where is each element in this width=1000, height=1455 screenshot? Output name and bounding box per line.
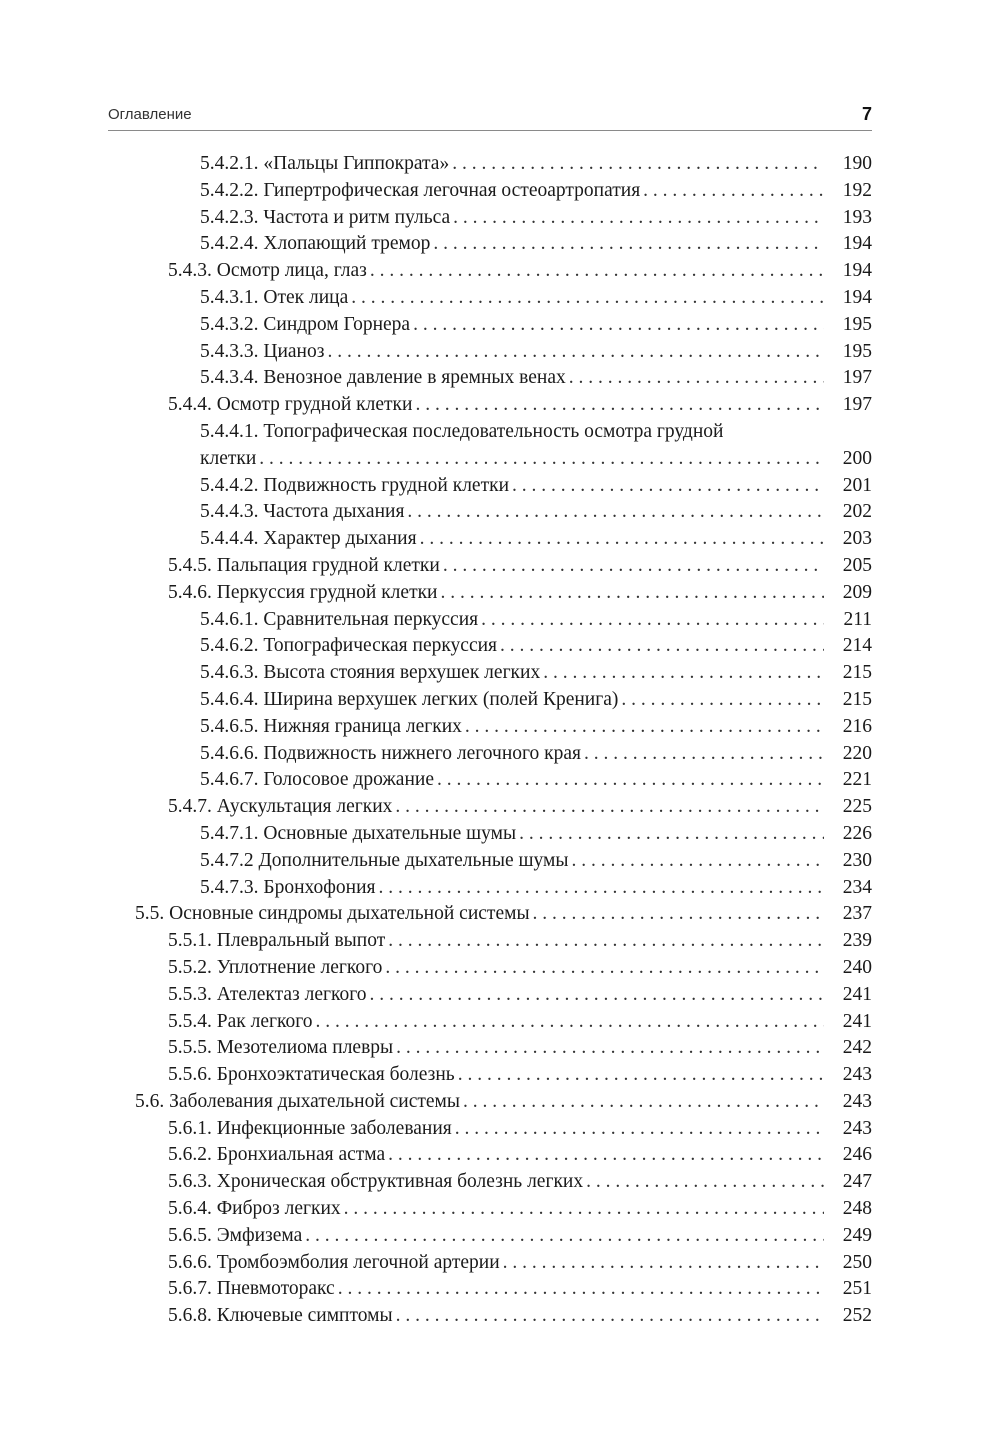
toc-entry-title: 5.4.2.1. «Пальцы Гиппократа» [200,153,450,174]
toc-entry-title: 5.4.6.2. Топографическая перкуссия [200,635,498,657]
dot-leader [388,928,824,955]
dot-leader [338,1276,824,1303]
toc-entry [0,1196,872,1223]
toc-entry-page: 240 [842,956,872,978]
dot-leader [512,473,824,500]
page-number: 7 [861,104,872,124]
dot-leader [351,285,824,312]
dot-leader [443,553,824,580]
toc-entry [0,982,872,1009]
toc-entry-page: 248 [842,1198,872,1220]
toc-entry-page: 241 [842,983,872,1005]
dot-leader [407,499,824,526]
toc-entry [0,875,872,902]
dot-leader [344,1196,824,1223]
dot-leader [503,1250,824,1277]
toc-entry-title: 5.6.6. Тромбоэмболия легочной артерии [168,1251,500,1273]
toc-entry-page: 201 [842,474,872,496]
toc-entry [0,499,872,526]
toc-entry-page: 246 [842,1144,872,1166]
toc-entry-title: 5.4.2.3. Частота и ритм пульса [200,206,451,228]
toc-entry [0,151,872,178]
toc-entry-page: 243 [842,1117,872,1139]
dot-leader [370,258,824,285]
toc-entry [0,1303,872,1330]
toc-entry [0,633,872,660]
toc-entry [0,231,872,258]
toc-entry-page: 190 [842,153,872,174]
toc-entry-title: 5.6. Заболевания дыхательной системы [135,1090,460,1112]
dot-leader [519,821,824,848]
toc-entry-title: 5.6.5. Эмфизема [168,1224,303,1246]
dot-leader [463,1089,824,1116]
toc-entry-page: 194 [842,286,872,308]
toc-entry-title: 5.4.6.5. Нижняя граница легких [200,715,462,737]
dot-leader [315,1009,824,1036]
toc-entry [0,580,872,607]
toc-entry [0,258,872,285]
dot-leader [395,794,824,821]
toc-entry-title: 5.4.6.7. Голосовое дрожание [200,769,434,791]
toc-entry [0,741,872,768]
toc-entry-title: 5.4.6.6. Подвижность нижнего легочного края [200,742,581,764]
toc-entry [0,1116,872,1143]
toc-entry [0,1089,872,1116]
header-title: Оглавление [108,106,192,123]
toc-entry [0,446,872,473]
toc-entry [0,955,872,982]
toc-entry [0,178,872,205]
toc-entry-page: 216 [842,715,872,737]
toc-entry-title: 5.6.4. Фиброз легких [168,1198,341,1220]
toc-entry-page: 241 [842,1010,872,1032]
toc-entry-page: 225 [842,796,872,818]
toc-entry-title: 5.6.8. Ключевые симптомы [168,1305,393,1327]
dot-leader [385,955,824,982]
dot-leader [388,1142,824,1169]
dot-leader [437,767,824,794]
toc-entry-title: 5.4.6.1. Сравнительная перкуссия [200,608,479,630]
toc-entry-title: 5.4.4.3. Частота дыхания [200,501,405,523]
toc-entry [0,848,872,875]
toc-entry [0,928,872,955]
toc-entry-page: 195 [842,313,872,335]
toc-entry-page: 237 [842,903,872,925]
dot-leader [433,231,824,258]
dot-leader [441,580,825,607]
toc-entry-page: 234 [842,876,872,898]
toc-entry-page: 243 [842,1064,872,1086]
toc-entry-page: 197 [842,367,872,389]
toc-entry [0,687,872,714]
dot-leader [396,1035,824,1062]
toc-entry [0,553,872,580]
toc-entry-page: 211 [843,608,872,630]
toc-entry-page: 252 [842,1305,872,1327]
toc-entry-page: 203 [842,528,872,550]
toc-entry-page: 209 [842,581,872,603]
toc-entry-title: 5.5.3. Ателектаз легкого [168,983,367,1005]
toc-entry-page: 215 [842,662,872,684]
toc-entry-title: 5.4.5. Пальпация грудной клетки [168,554,440,576]
toc-entry-title: 5.5.2. Уплотнение легкого [168,956,383,978]
toc-entry-title: 5.6.2. Бронхиальная астма [168,1144,386,1166]
toc-entry [0,365,872,392]
dot-leader [465,714,824,741]
dot-leader [621,687,824,714]
dot-leader [643,178,824,205]
toc-entry [0,1276,872,1303]
dot-leader [396,1303,824,1330]
toc-entry-title: 5.6.3. Хроническая обструктивная болезнь легких [168,1171,584,1193]
dot-leader [420,526,824,553]
toc-entry-title: 5.4.3.1. Отек лица [200,286,349,308]
toc-entry-page: 221 [842,769,872,791]
dot-leader [415,392,824,419]
dot-leader [533,901,824,928]
dot-leader [413,312,824,339]
toc-entry-title: 5.4.4.4. Характер дыхания [200,528,417,550]
toc-entry-page: 250 [842,1251,872,1273]
toc-entry [0,473,872,500]
toc-entry-page: 197 [842,394,872,416]
toc-entry-title: 5.5.6. Бронхоэктатическая болезнь [168,1064,455,1086]
toc-entry-page: 243 [842,1090,872,1112]
toc-entry [0,1009,872,1036]
dot-leader [481,607,824,634]
toc-entry-page: 230 [842,849,872,871]
dot-leader [571,848,824,875]
dot-leader [370,982,824,1009]
toc-entry-title: 5.4.7. Аускультация легких [168,796,393,818]
toc-entry-page: 195 [842,340,872,362]
toc-entry-title: 5.4.2.4. Хлопающий тремор [200,233,431,255]
toc-entry [0,821,872,848]
dot-leader [453,205,824,232]
toc-entry [0,392,872,419]
toc-entry-title: 5.5.1. Плевральный выпот [168,930,386,952]
toc-entry-title: 5.4.7.1. Основные дыхательные шумы [200,822,517,844]
toc-entry-title: 5.4.4.2. Подвижность грудной клетки [200,474,510,496]
toc-entry-title: 5.4.7.2 Дополнительные дыхательные шумы [200,849,569,871]
toc-entry [0,285,872,312]
toc-entry [0,1223,872,1250]
toc-entry-page: 202 [842,501,872,523]
toc-entry-title: 5.5.5. Мезотелиома плевры [168,1037,394,1059]
toc-entry [0,312,872,339]
toc-entry-page: 193 [842,206,872,228]
dot-leader [452,151,824,178]
toc-entry [0,794,872,821]
table-of-contents [0,151,1000,1330]
toc-entry-page: 200 [842,447,872,469]
toc-entry-page: 220 [842,742,872,764]
toc-entry [0,339,872,366]
dot-leader [500,633,824,660]
toc-entry-page: 239 [842,930,872,952]
toc-entry-title: 5.4.3.3. Цианоз [200,340,325,362]
toc-entry-title: 5.4.3. Осмотр лица, глаз [168,260,367,282]
toc-entry-title: клетки [200,447,257,469]
toc-entry-page: 194 [842,233,872,255]
toc-entry [0,205,872,232]
toc-entry-title: 5.5. Основные синдромы дыхательной системы [135,903,530,925]
dot-leader [584,741,824,768]
toc-entry-title: 5.4.3.2. Синдром Горнера [200,313,411,335]
toc-entry-page: 194 [842,260,872,282]
toc-entry-title: 5.4.6.4. Ширина верхушек легких (полей Кренига) [200,688,619,710]
toc-entry [0,660,872,687]
toc-entry [0,526,872,553]
toc-entry-page: 242 [842,1037,872,1059]
toc-entry-page: 215 [842,688,872,710]
toc-entry-page: 205 [842,554,872,576]
toc-entry [0,1062,872,1089]
toc-entry [0,607,872,634]
toc-entry-title: 5.6.1. Инфекционные заболевания [168,1117,452,1139]
toc-entry-title: 5.4.2.2. Гипертрофическая легочная остеоартропатия [200,179,641,201]
dot-leader [569,365,824,392]
toc-entry-page: 214 [842,635,872,657]
toc-entry-page: 192 [842,179,872,201]
toc-entry-page: 226 [842,822,872,844]
toc-entry-title: 5.4.3.4. Венозное давление в яремных венах [200,367,566,389]
toc-entry-text-line1: 5.4.4.1. Топографическая последовательность осмотра грудной [200,420,724,442]
toc-entry [0,1169,872,1196]
dot-leader [259,446,824,473]
dot-leader [455,1116,824,1143]
toc-entry [0,767,872,794]
toc-entry [0,1035,872,1062]
toc-entry-page: 251 [842,1278,872,1300]
toc-entry-title: 5.4.7.3. Бронхофония [200,876,376,898]
toc-entry-title: 5.5.4. Рак легкого [168,1010,313,1032]
toc-entry [0,1142,872,1169]
toc-entry-title: 5.4.4. Осмотр грудной клетки [168,394,413,416]
dot-leader [543,660,824,687]
dot-leader [327,339,824,366]
dot-leader [458,1062,824,1089]
toc-entry-page: 249 [842,1224,872,1246]
dot-leader [305,1223,824,1250]
toc-entry-title: 5.6.7. Пневмоторакс [168,1278,335,1300]
toc-entry [0,901,872,928]
running-header [108,104,872,131]
dot-leader [379,875,825,902]
toc-entry [0,1250,872,1277]
toc-entry-page: 247 [842,1171,872,1193]
dot-leader [586,1169,824,1196]
toc-entry-title: 5.4.6. Перкуссия грудной клетки [168,581,438,603]
toc-entry [0,714,872,741]
toc-entry-title: 5.4.6.3. Высота стояния верхушек легких [200,662,541,684]
